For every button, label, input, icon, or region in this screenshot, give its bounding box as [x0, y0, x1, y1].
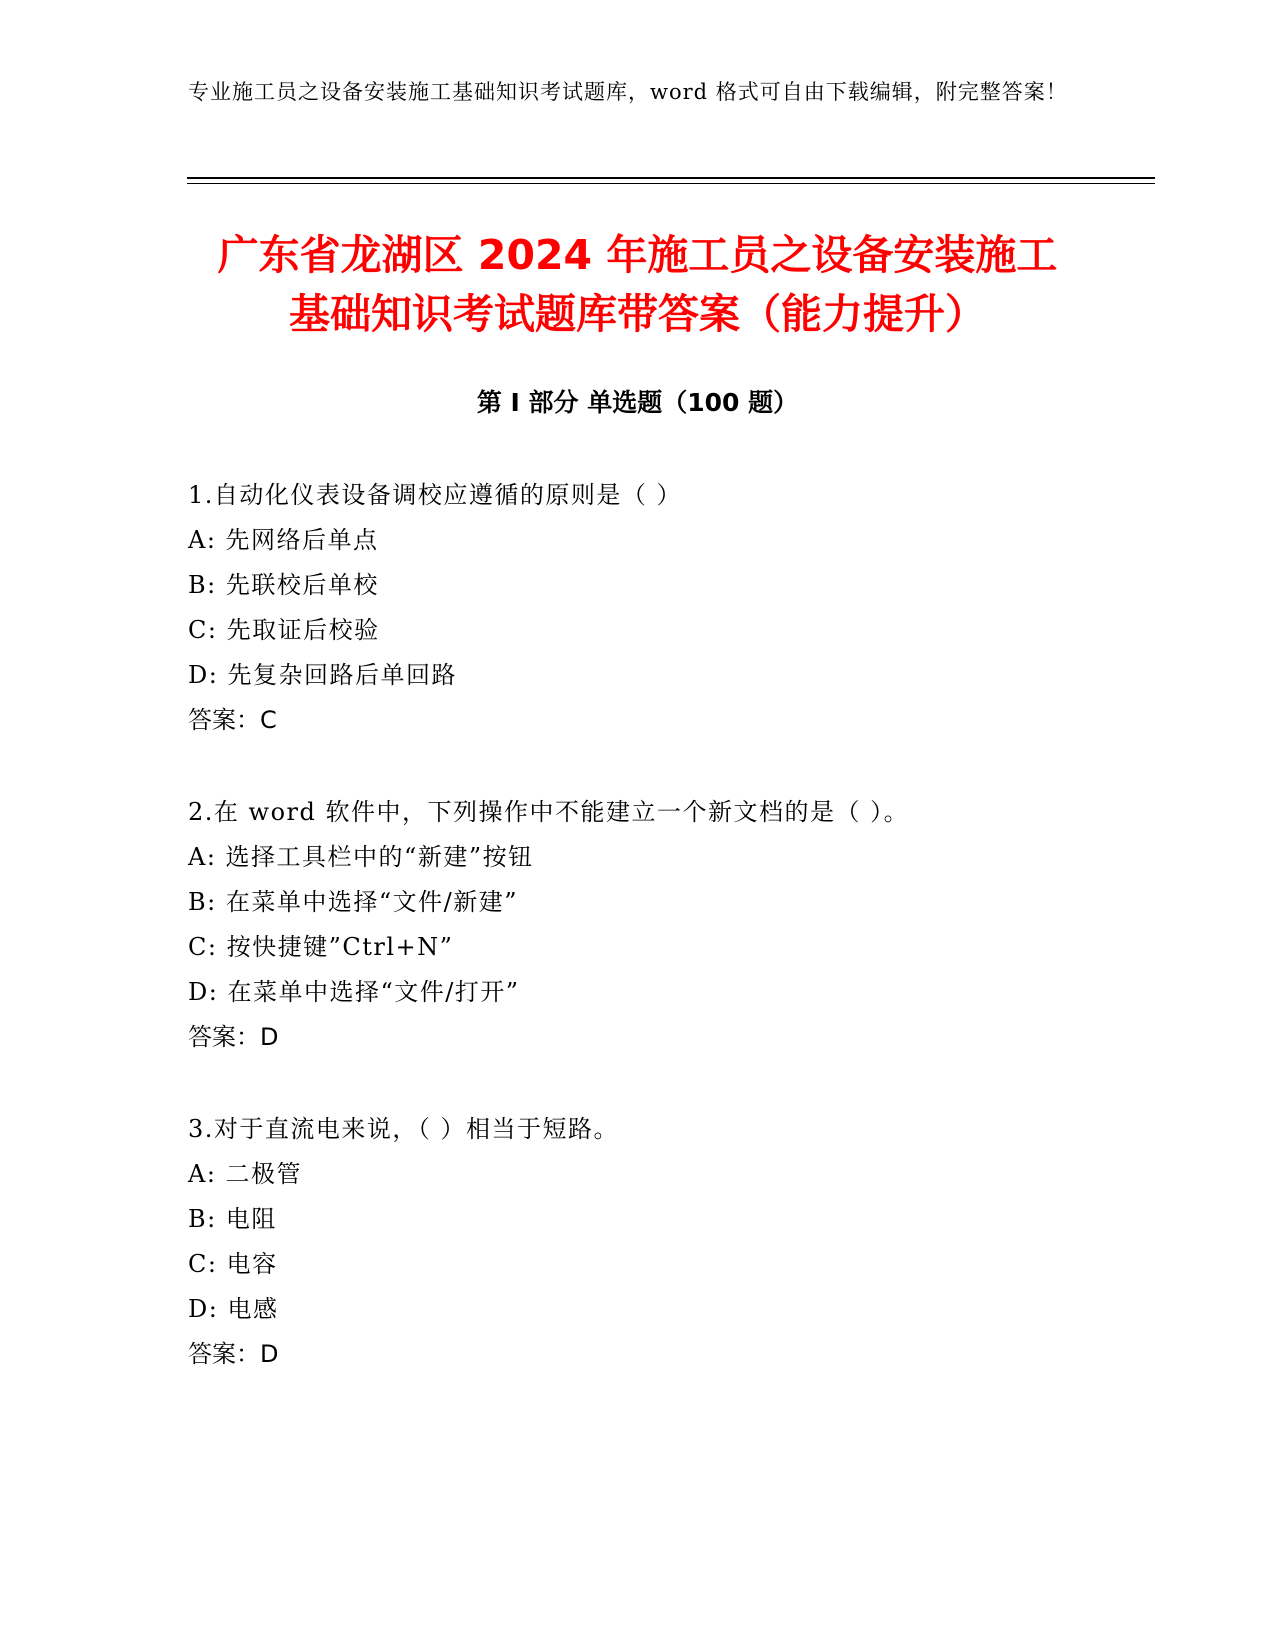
document-title — [150, 226, 1125, 344]
question-block-3 — [188, 1114, 1138, 1384]
option-a: A: 选择工具栏中的“新建”按钮 — [188, 843, 534, 871]
header-divider-thin — [187, 183, 1155, 184]
option-b: B: 先联校后单校 — [188, 571, 379, 599]
option-b: B: 在菜单中选择“文件/新建” — [188, 888, 518, 916]
answer-text: 答案：D — [188, 1340, 279, 1368]
answer-text: 答案：D — [188, 1023, 279, 1051]
intro-text: 专业施工员之设备安装施工基础知识考试题库，word 格式可自由下载编辑，附完整答案！ — [188, 80, 1068, 104]
option-d: D: 电感 — [188, 1295, 279, 1323]
option-d: D: 在菜单中选择“文件/打开” — [188, 978, 520, 1006]
option-c: C: 按快捷键”Ctrl+N” — [188, 933, 454, 961]
option-b: B: 电阻 — [188, 1205, 277, 1233]
question-block-1 — [188, 480, 1138, 750]
question-text: 1.自动化仪表设备调校应遵循的原则是（ ） — [188, 481, 683, 509]
option-c: C: 电容 — [188, 1250, 278, 1278]
option-a: A: 先网络后单点 — [188, 526, 379, 554]
document-title-line-2: 基础知识考试题库带答案（能力提升） — [289, 290, 986, 338]
option-d: D: 先复杂回路后单回路 — [188, 661, 457, 689]
option-a: A: 二极管 — [188, 1160, 303, 1188]
option-c: C: 先取证后校验 — [188, 616, 380, 644]
question-text: 3.对于直流电来说，（ ）相当于短路。 — [188, 1115, 620, 1143]
answer-text: 答案：C — [188, 706, 277, 734]
section-heading: 第 I 部分 单选题（100 题） — [476, 388, 799, 417]
document-title-line-1: 广东省龙湖区 2024 年施工员之设备安装施工 — [217, 231, 1058, 279]
question-block-2 — [188, 797, 1138, 1067]
question-text: 2.在 word 软件中，下列操作中不能建立一个新文档的是（ ）。 — [188, 798, 910, 826]
header-divider-thick — [187, 177, 1155, 179]
